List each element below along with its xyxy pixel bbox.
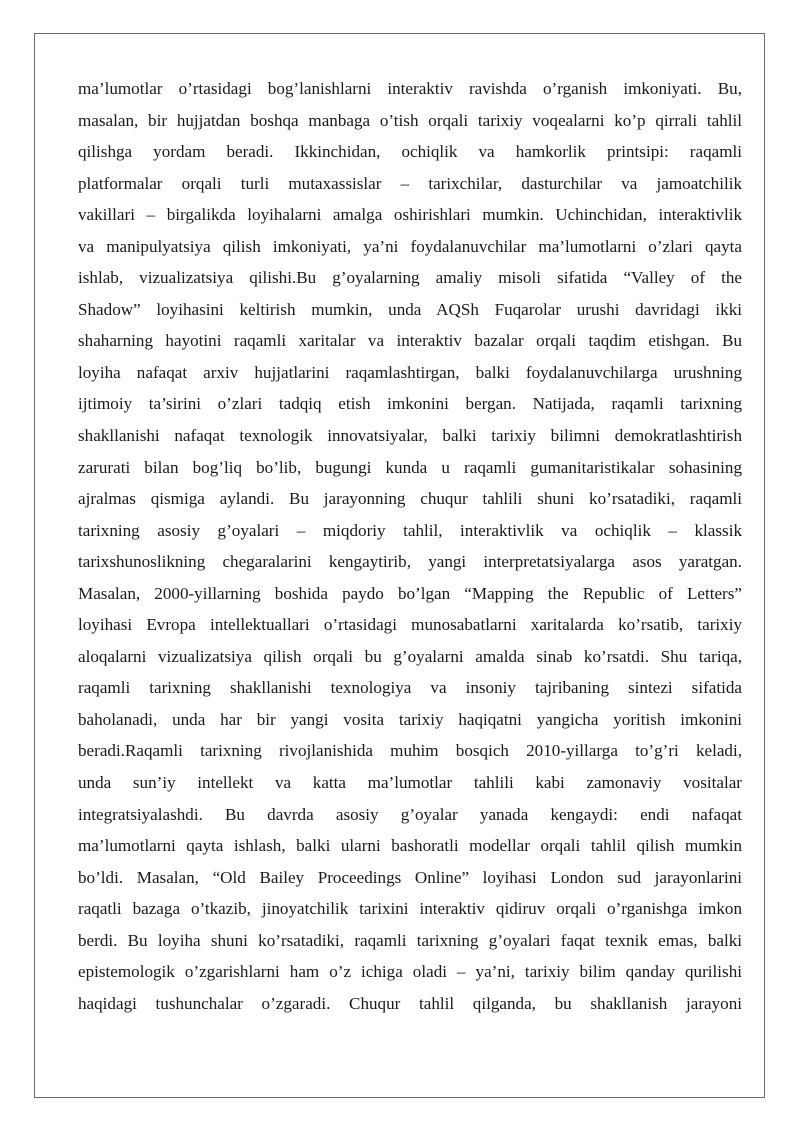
text-line: haqidagi tushunchalar o’zgaradi. Chuqur tahlil qilganda, bu shakllanish jarayoni [78,993,742,1013]
text-line: platformalar orqali turli mutaxassislar – tarixchilar, dasturchilar va jamoatchilik [78,173,742,193]
text-line: integratsiyalashdi. Bu davrda asosiy g’oyalar yanada kengaydi: endi nafaqat [78,804,742,824]
text-line: raqamli tarixning shakllanishi texnologiya va insoniy tajribaning sintezi sifatida [78,678,742,698]
text-line: shaharning hayotini raqamli xaritalar va interaktiv bazalar orqali taqdim etishgan. Bu [78,331,742,351]
text-line: loyiha nafaqat arxiv hujjatlarini raqamlashtirgan, balki foydalanuvchilarga urushning [78,362,742,382]
text-line: qilishga yordam beradi. Ikkinchidan, ochiqlik va hamkorlik printsipi: raqamli [78,142,742,162]
text-line: zarurati bilan bog’liq bo’lib, bugungi kunda u raqamli gumanitaristikalar sohasining [78,457,742,477]
text-line: epistemologik o’zgarishlarni ham o’z ichiga oladi – ya’ni, tarixiy bilim qanday qurilishi [78,962,742,982]
text-line: Shadow” loyihasini keltirish mumkin, unda AQSh Fuqarolar urushi davridagi ikki [78,299,742,319]
text-line: ishlab, vizualizatsiya qilishi.Bu g’oyalarning amaliy misoli sifatida “Valley of the [78,268,742,288]
text-line: masalan, bir hujjatdan boshqa manbaga o’tish orqali tarixiy voqealarni ko’p qirrali tahlil [78,110,742,130]
text-line: va manipulyatsiya qilish imkoniyati, ya’ni foydalanuvchilar ma’lumotlarni o’zlari qayta [78,236,742,256]
text-line: berdi. Bu loyiha shuni ko’rsatadiki, raqamli tarixning g’oyalari faqat texnik emas, balki [78,930,742,950]
text-line: beradi.Raqamli tarixning rivojlanishida muhim bosqich 2010-yillarga to’g’ri keladi, [78,741,742,761]
text-line: raqatli bazaga o’tkazib, jinoyatchilik tarixini interaktiv qidiruv orqali o’rganishga imkon [78,899,742,919]
body-text [78,73,742,1019]
text-line: ijtimoiy ta’sirini o’zlari tadqiq etish imkonini bergan. Natijada, raqamli tarixning [78,394,742,414]
text-line: Masalan, 2000-yillarning boshida paydo bo’lgan “Mapping the Republic of Letters” [78,583,742,603]
text-line: bo’ldi. Masalan, “Old Bailey Proceedings Online” loyihasi London sud jarayonlarini [78,867,742,887]
text-line: tarixshunoslikning chegaralarini kengaytirib, yangi interpretatsiyalarga asos yaratgan. [78,552,742,572]
text-line: tarixning asosiy g’oyalari – miqdoriy tahlil, interaktivlik va ochiqlik – klassik [78,520,742,540]
text-line: ajralmas qismiga aylandi. Bu jarayonning chuqur tahlili shuni ko’rsatadiki, raqamli [78,489,742,509]
text-line: vakillari – birgalikda loyihalarni amalga oshirishlari mumkin. Uchinchidan, interaktivlik [78,205,742,225]
text-line: shakllanishi nafaqat texnologik innovatsiyalar, balki tarixiy bilimni demokratlashtirish [78,426,742,446]
text-line: loyihasi Evropa intellektuallari o’rtasidagi munosabatlarni xaritalarda ko’rsatib, tarixiy [78,615,742,635]
text-line: aloqalarni vizualizatsiya qilish orqali bu g’oyalarni amalda sinab ko’rsatdi. Shu tariqa, [78,646,742,666]
text-line: ma’lumotlar o’rtasidagi bog’lanishlarni interaktiv ravishda o’rganish imkoniyati. Bu, [78,79,742,98]
text-line: unda sun’iy intellekt va katta ma’lumotlar tahlili kabi zamonaviy vositalar [78,773,742,793]
text-line: ma’lumotlarni qayta ishlash, balki ularni bashoratli modellar orqali tahlil qilish mumkin [78,836,742,856]
text-line: baholanadi, unda har bir yangi vosita tarixiy haqiqatni yangicha yoritish imkonini [78,709,742,729]
